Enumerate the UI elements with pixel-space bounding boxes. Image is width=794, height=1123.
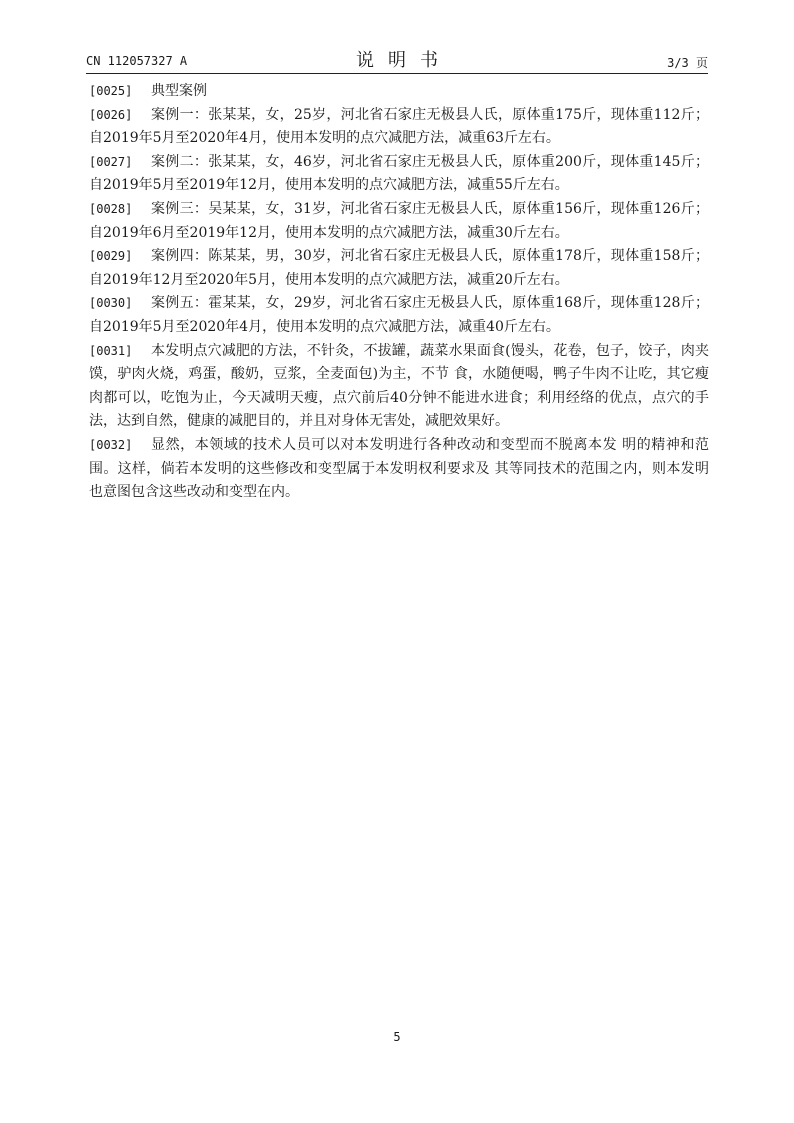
paragraph [89, 151, 709, 198]
paragraph-number: [0027] [89, 154, 133, 169]
paragraph [89, 80, 709, 104]
paragraph-number: [0032] [89, 437, 133, 452]
paragraph-number: [0025] [89, 84, 133, 98]
paragraph-text: 典型案例 [151, 83, 207, 99]
paragraph-text: 案例一：张某某，女，25岁，河北省石家庄无极县人氏，原体重175斤，现体重112斤；自2019年5月至2020年4月，使用本发明的点穴减肥方法，减重63斤左右。 [89, 106, 709, 147]
paragraph-text: 显然，本领域的技术人员可以对本发明进行各种改动和变型而不脱离本发 明的精神和范围。这样，倘若本发明的这些修改和变型属于本发明权利要求及 其等同技术的范围之内，则本发明也意图包含这些改动和变型在内。 [89, 436, 709, 501]
paragraph [89, 340, 709, 434]
paragraph-text: 案例四：陈某某，男，30岁，河北省石家庄无极县人氏，原体重178斤，现体重158斤；自2019年12月至2020年5月，使用本发明的点穴减肥方法，减重20斤左右。 [89, 248, 709, 288]
doc-number: CN 112057327 A [86, 54, 188, 68]
paragraph-text: 案例五：霍某某，女，29岁，河北省石家庄无极县人氏，原体重168斤，现体重128斤；自2019年5月至2020年4月，使用本发明的点穴减肥方法，减重40斤左右。 [89, 295, 709, 335]
header-rule [86, 73, 708, 74]
paragraph-number: [0031] [89, 343, 133, 358]
paragraph-number: [0029] [89, 249, 133, 264]
paragraph [89, 198, 709, 245]
page-indicator: 3/3 页 [667, 56, 708, 70]
document-body [89, 80, 709, 505]
page-number: 5 [393, 1030, 401, 1044]
paragraph-number: [0030] [89, 296, 133, 311]
paragraph [89, 434, 709, 505]
paragraph-text: 本发明点穴减肥的方法，不针灸，不拔罐，蔬菜水果面食(馒头，花卷，包子，饺子，肉夹馍，驴肉火烧，鸡蛋，酸奶，豆浆，全麦面包)为主，不节 食，水随便喝，鸭子牛肉不让吃，其它瘦肉都可以，吃饱为止，今天减明天瘦，点穴前后40分钟不能进水进食；利用经络的优点，点穴的手法，达到自然，健康的减肥目的，并且对身体无害处，减肥效果好。 [89, 342, 709, 430]
paragraph-number: [0026] [89, 107, 133, 122]
paragraph [89, 245, 709, 292]
paragraph-text: 案例二：张某某，女，46岁，河北省石家庄无极县人氏，原体重200斤，现体重145斤；自2019年5月至2019年12月，使用本发明的点穴减肥方法，减重55斤左右。 [89, 153, 709, 194]
paragraph-number: [0028] [89, 201, 133, 216]
paragraph [89, 104, 709, 151]
page-header [86, 44, 708, 72]
paragraph [89, 292, 709, 339]
paragraph-text: 案例三：吴某某，女，31岁，河北省石家庄无极县人氏，原体重156斤，现体重126斤；自2019年6月至2019年12月，使用本发明的点穴减肥方法，减重30斤左右。 [89, 200, 709, 241]
doc-title: 说明书 [356, 50, 452, 71]
